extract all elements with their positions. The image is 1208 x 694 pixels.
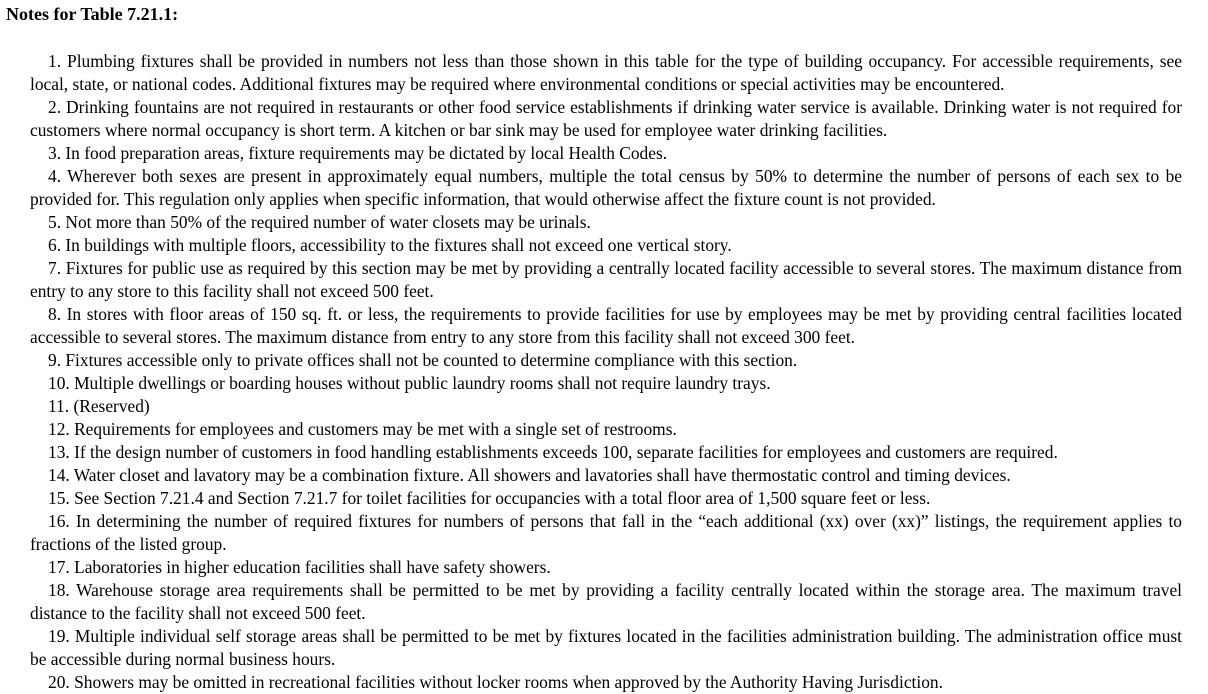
note-item: 1. Plumbing fixtures shall be provided in numbers not less than those shown in this table for the type of building occupancy. For accessible requirements, see local, state, or national codes. Additional fixtures may be required where environmental conditions or special activities may be encountered. [30,51,1182,94]
note-item: 6. In buildings with multiple floors, accessibility to the fixtures shall not exceed one vertical story. [48,235,732,255]
note-item: 12. Requirements for employees and customers may be met with a single set of restrooms. [48,419,677,439]
note-item: 13. If the design number of customers in food handling establishments exceeds 100, separate facilities for employees and customers are required. [48,442,1058,462]
note-item: 5. Not more than 50% of the required number of water closets may be urinals. [48,212,591,232]
note-item: 9. Fixtures accessible only to private offices shall not be counted to determine compliance with this section. [48,350,798,370]
notes-list [30,50,1182,694]
note-item: 16. In determining the number of required fixtures for numbers of persons that fall in the “each additional (xx) over (xx)” listings, the requirement applies to fractions of the listed group. [30,511,1182,554]
note-item: 20. Showers may be omitted in recreational facilities without locker rooms when approved by the Authority Having Jurisdiction. [48,672,943,692]
note-item: 10. Multiple dwellings or boarding houses without public laundry rooms shall not require laundry trays. [48,373,771,393]
note-item: 8. In stores with floor areas of 150 sq. ft. or less, the requirements to provide facilities for use by employees may be met by providing central facilities located accessible to several stores. The maximum distance from entry to any store from this facility shall not exceed 300 feet. [30,304,1182,347]
note-item: 7. Fixtures for public use as required by this section may be met by providing a centrally located facility accessible to several stores. The maximum distance from entry to any store to this facility shall not exceed 500 feet. [30,258,1182,301]
note-item: 17. Laboratories in higher education facilities shall have safety showers. [48,557,551,577]
note-item: 14. Water closet and lavatory may be a combination fixture. All showers and lavatories shall have thermostatic control and timing devices. [48,465,1011,485]
note-item: 11. (Reserved) [48,396,150,416]
note-item: 18. Warehouse storage area requirements shall be permitted to be met by providing a facility centrally located within the storage area. The maximum travel distance to the facility shall not exceed 500 feet. [30,580,1182,623]
note-item: 4. Wherever both sexes are present in approximately equal numbers, multiple the total census by 50% to determine the number of persons of each sex to be provided for. This regulation only applies when specific information, that would otherwise affect the fixture count is not provided. [30,166,1182,209]
notes-title: Notes for Table 7.21.1: [6,4,179,24]
note-item: 15. See Section 7.21.4 and Section 7.21.7 for toilet facilities for occupancies with a total floor area of 1,500 square feet or less. [48,488,931,508]
note-item: 19. Multiple individual self storage areas shall be permitted to be met by fixtures located in the facilities administration building. The administration office must be accessible during normal business hours. [30,626,1182,669]
note-item: 2. Drinking fountains are not required in restaurants or other food service establishments if drinking water service is available. Drinking water is not required for customers where normal occupancy is short term. A kitchen or bar sink may be used for employee water drinking facilities. [30,97,1182,140]
note-item: 3. In food preparation areas, fixture requirements may be dictated by local Health Codes. [48,143,668,163]
